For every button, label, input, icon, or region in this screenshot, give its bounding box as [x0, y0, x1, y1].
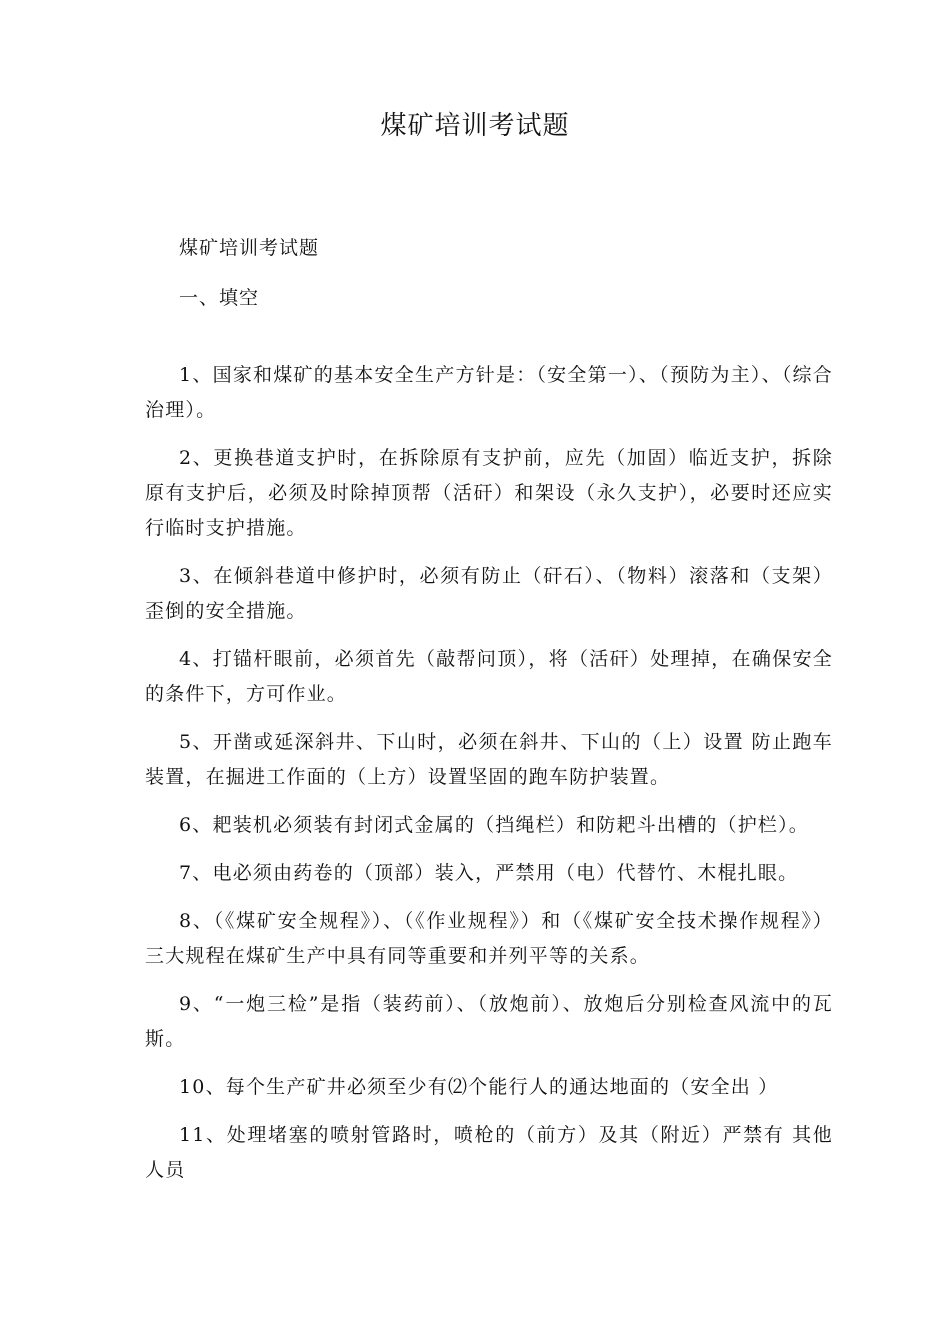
question-10: 10、每个生产矿井必须至少有⑵个能行人的通达地面的（安全出 ）	[179, 1076, 779, 1098]
question-9: 9、“一炮三检”是指（装药前）、（放炮前）、放炮后分别检查风流中的瓦斯。	[145, 993, 833, 1050]
question-7: 7、电必须由药卷的（顶部）装入，严禁用（电）代替竹、木棍扎眼。	[179, 862, 799, 884]
question-3: 3、在倾斜巷道中修护时，必须有防止（矸石）、（物料）滚落和（支架）歪倒的安全措施。	[145, 565, 833, 622]
question-5: 5、开凿或延深斜井、下山时，必须在斜井、下山的（上）设置 防止跑车装置，在掘进工作面的（上方）设置坚固的跑车防护装置。	[145, 731, 833, 788]
document-body	[145, 228, 833, 1201]
question-11: 11、处理堵塞的喷射管路时，喷枪的（前方）及其（附近）严禁有 其他人员	[145, 1124, 833, 1181]
document-subtitle: 煤矿培训考试题	[179, 237, 320, 259]
question-6: 6、耙装机必须装有封闭式金属的（挡绳栏）和防耙斗出槽的（护栏）。	[179, 814, 809, 836]
question-4: 4、打锚杆眼前，必须首先（敲帮问顶），将（活矸）处理掉，在确保安全的条件下，方可作业。	[145, 648, 833, 705]
section-heading-fill-in-blank: 一、填空	[179, 287, 260, 309]
question-list	[145, 358, 833, 1188]
question-8: 8、（《煤矿安全规程》）、（《作业规程》）和（《煤矿安全技术操作规程》）三大规程在煤矿生产中具有同等重要和并列平等的关系。	[145, 910, 833, 967]
document-title: 煤矿培训考试题	[380, 111, 570, 141]
question-2: 2、更换巷道支护时，在拆除原有支护前，应先（加固）临近支护，拆除原有支护后，必须及时除掉顶帮（活矸）和架设（永久支护），必要时还应实行临时支护措施。	[145, 447, 833, 539]
question-1: 1、国家和煤矿的基本安全生产方针是：（安全第一）、（预防为主）、（综合治理）。	[145, 364, 833, 421]
